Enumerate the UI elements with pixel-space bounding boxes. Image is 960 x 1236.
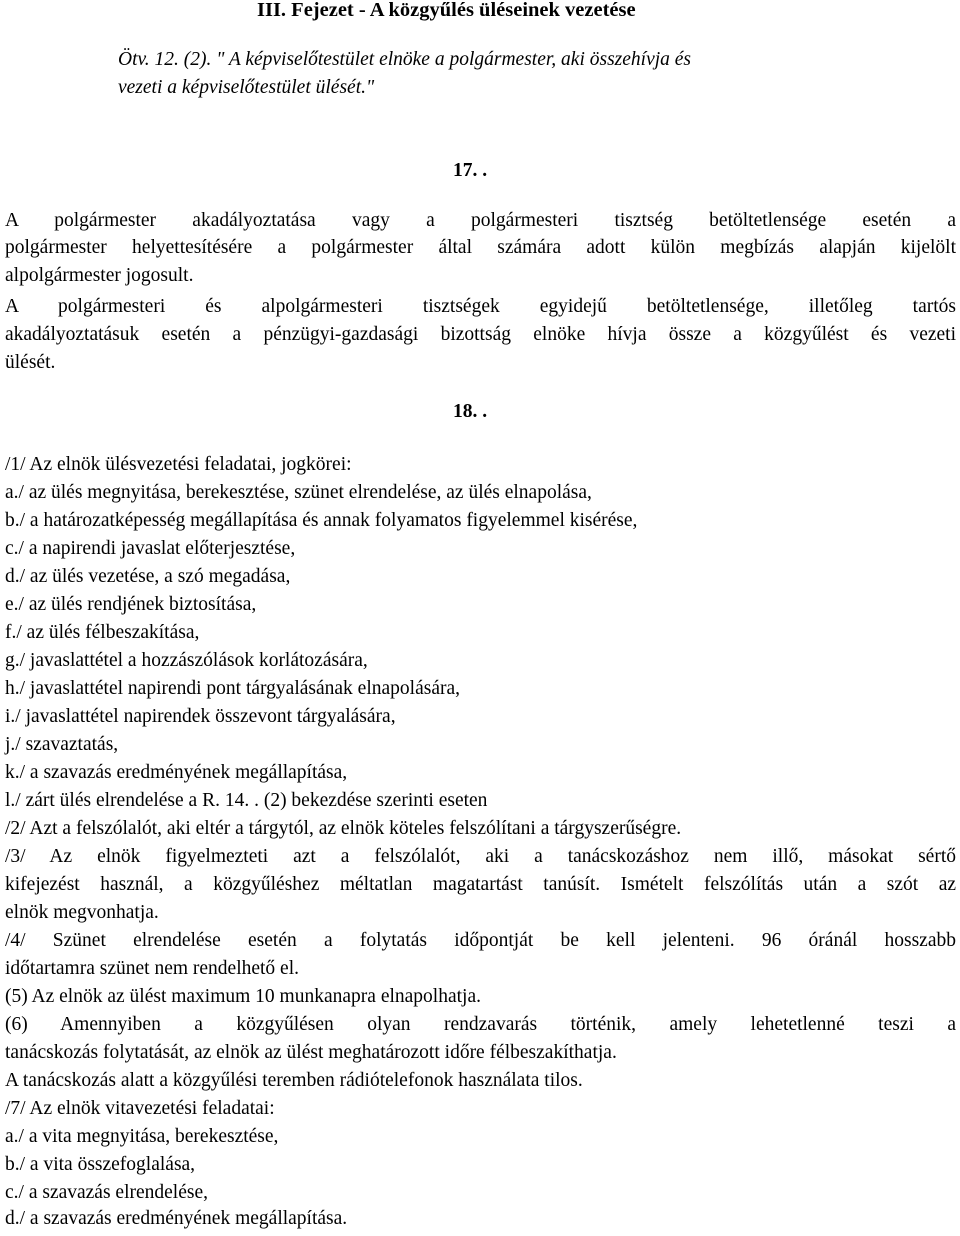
s17-p2-line-3: ülését. — [5, 352, 56, 373]
s18-p7-item: c./ a szavazás elrendelése, — [5, 1182, 208, 1203]
s18-item: k./ a szavazás eredményének megállapítása, — [5, 762, 348, 783]
s18-intro: /1/ Az elnök ülésvezetési feladatai, jogkörei: — [5, 454, 352, 475]
section-18-number: 18. . — [453, 401, 488, 422]
s18-p5: (5) Az elnök az ülést maximum 10 munkanapra elnapolhatja. — [5, 986, 481, 1007]
s18-item: e./ az ülés rendjének biztosítása, — [5, 594, 257, 615]
s18-p3-line-1: /3/ Az elnök figyelmezteti azt a felszólalót, aki a tanácskozáshoz nem illő, másokat sértő — [5, 846, 956, 867]
s18-item: i./ javaslattétel napirendek összevont tárgyalására, — [5, 706, 396, 727]
s18-p7-item: a./ a vita megnyitása, berekesztése, — [5, 1126, 279, 1147]
s18-p7-intro: /7/ Az elnök vitavezetési feladatai: — [5, 1098, 275, 1119]
s18-p2: /2/ Azt a felszólalót, aki eltér a tárgytól, az elnök köteles felszólítani a tárgyszerűségre. — [5, 818, 682, 839]
s18-item: d./ az ülés vezetése, a szó megadása, — [5, 566, 291, 587]
citation-line-2: vezeti a képviselőtestület ülését." — [118, 77, 375, 98]
s18-item: c./ a napirendi javaslat előterjesztése, — [5, 538, 296, 559]
chapter-heading: III. Fejezet - A közgyűlés üléseinek vezetése — [257, 0, 636, 21]
s18-p7-item: d./ a szavazás eredményének megállapítása. — [5, 1208, 348, 1229]
s18-p6-line-2: tanácskozás folytatását, az elnök az ülést meghatározott időre félbeszakíthatja. — [5, 1042, 617, 1063]
s18-p6b: A tanácskozás alatt a közgyűlési teremben rádiótelefonok használata tilos. — [5, 1070, 583, 1091]
s17-p1-line-3: alpolgármester jogosult. — [5, 265, 194, 286]
section-17-number: 17. . — [453, 160, 488, 181]
s18-item: h./ javaslattétel napirendi pont tárgyalásának elnapolására, — [5, 678, 461, 699]
s18-p3-line-3: elnök megvonhatja. — [5, 902, 159, 923]
s18-item: l./ zárt ülés elrendelése a R. 14. . (2) bekezdése szerinti eseten — [5, 790, 488, 811]
s18-p4-line-2: időtartamra szünet nem rendelhető el. — [5, 958, 300, 979]
s18-p4-line-1: /4/ Szünet elrendelése esetén a folytatás időpontját be kell jelenteni. 96 óránál hosszabb — [5, 930, 956, 951]
s18-item: b./ a határozatképesség megállapítása és annak folyamatos figyelemmel kisérése, — [5, 510, 638, 531]
s18-p3-line-2: kifejezést használ, a közgyűléshez méltatlan magatartást tanúsít. Ismételt felszólítás után a szót az — [5, 874, 956, 895]
s18-p6-line-1: (6) Amennyiben a közgyűlésen olyan rendzavarás történik, amely lehetetlenné teszi a — [5, 1014, 956, 1035]
s18-item: g./ javaslattétel a hozzászólások korlátozására, — [5, 650, 368, 671]
s17-p1-line-1: A polgármester akadályoztatása vagy a polgármesteri tisztség betöltetlensége esetén a — [5, 210, 956, 231]
s17-p2-line-2: akadályoztatásuk esetén a pénzügyi-gazdasági bizottság elnöke hívja össze a közgyűlést és vezeti — [5, 324, 956, 345]
citation-line-1: Ötv. 12. (2). " A képviselőtestület elnöke a polgármester, aki összehívja és — [118, 49, 692, 70]
s18-item: f./ az ülés félbeszakítása, — [5, 622, 200, 643]
s18-item: j./ szavaztatás, — [5, 734, 119, 755]
s17-p1-line-2: polgármester helyettesítésére a polgármester által számára adott külön megbízás alapján kijelölt — [5, 237, 956, 258]
s17-p2-line-1: A polgármesteri és alpolgármesteri tisztségek egyidejű betöltetlensége, illetőleg tartós — [5, 296, 956, 317]
s18-item: a./ az ülés megnyitása, berekesztése, szünet elrendelése, az ülés elnapolása, — [5, 482, 592, 503]
s18-p7-item: b./ a vita összefoglalása, — [5, 1154, 196, 1175]
